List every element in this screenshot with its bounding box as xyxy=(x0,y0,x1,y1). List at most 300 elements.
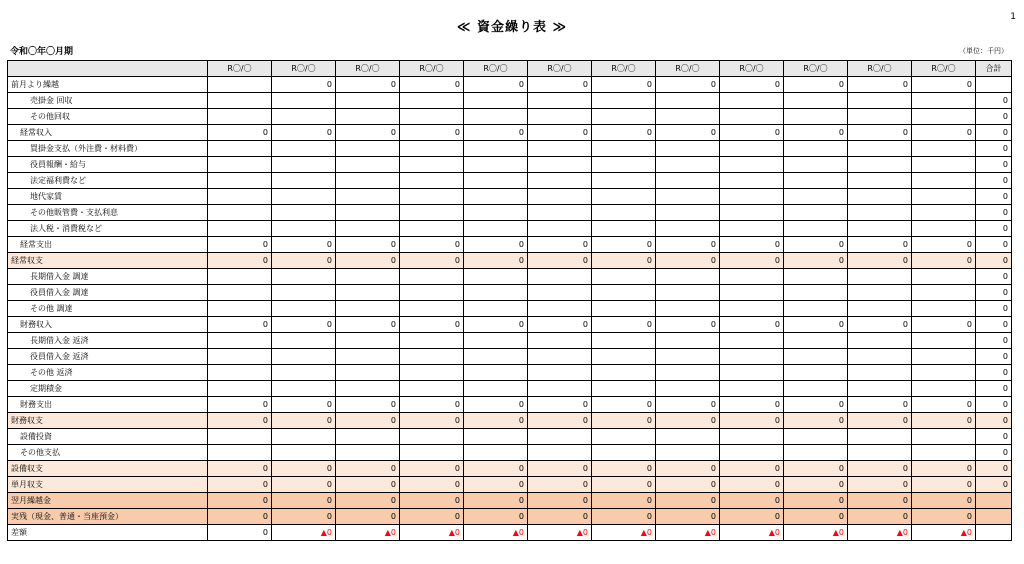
total-value-cell[interactable]: 0 xyxy=(976,173,1012,189)
month-value-cell[interactable] xyxy=(912,221,976,237)
month-value-cell[interactable]: 0 xyxy=(336,477,400,493)
month-value-cell[interactable] xyxy=(464,93,528,109)
month-value-cell[interactable] xyxy=(784,445,848,461)
month-value-cell[interactable]: 0 xyxy=(208,253,272,269)
month-value-cell[interactable] xyxy=(336,141,400,157)
month-value-cell[interactable]: 0 xyxy=(784,317,848,333)
month-value-cell[interactable] xyxy=(592,189,656,205)
total-value-cell[interactable]: 0 xyxy=(976,301,1012,317)
month-value-cell[interactable]: ▲0 xyxy=(720,525,784,541)
month-value-cell[interactable] xyxy=(208,205,272,221)
month-value-cell[interactable]: 0 xyxy=(656,253,720,269)
total-value-cell[interactable]: 0 xyxy=(976,317,1012,333)
month-value-cell[interactable] xyxy=(464,173,528,189)
total-value-cell[interactable]: 0 xyxy=(976,109,1012,125)
month-value-cell[interactable] xyxy=(400,285,464,301)
month-value-cell[interactable]: 0 xyxy=(720,125,784,141)
month-value-cell[interactable] xyxy=(656,221,720,237)
month-value-cell[interactable]: 0 xyxy=(656,125,720,141)
month-value-cell[interactable] xyxy=(336,285,400,301)
month-value-cell[interactable]: 0 xyxy=(400,509,464,525)
month-value-cell[interactable]: 0 xyxy=(528,237,592,253)
month-value-cell[interactable]: 0 xyxy=(912,397,976,413)
month-value-cell[interactable] xyxy=(592,365,656,381)
month-value-cell[interactable]: 0 xyxy=(720,477,784,493)
month-value-cell[interactable]: 0 xyxy=(208,477,272,493)
month-value-cell[interactable] xyxy=(208,189,272,205)
month-value-cell[interactable] xyxy=(848,173,912,189)
month-value-cell[interactable] xyxy=(720,141,784,157)
month-value-cell[interactable]: 0 xyxy=(848,253,912,269)
month-value-cell[interactable] xyxy=(656,429,720,445)
month-value-cell[interactable]: 0 xyxy=(784,461,848,477)
month-value-cell[interactable]: 0 xyxy=(656,397,720,413)
month-value-cell[interactable]: 0 xyxy=(720,317,784,333)
month-value-cell[interactable] xyxy=(528,333,592,349)
month-value-cell[interactable] xyxy=(528,221,592,237)
month-value-cell[interactable]: 0 xyxy=(720,413,784,429)
month-value-cell[interactable] xyxy=(848,285,912,301)
month-value-cell[interactable] xyxy=(912,333,976,349)
month-value-cell[interactable] xyxy=(400,189,464,205)
month-value-cell[interactable]: 0 xyxy=(592,77,656,93)
month-value-cell[interactable] xyxy=(720,349,784,365)
month-value-cell[interactable] xyxy=(272,381,336,397)
month-value-cell[interactable]: 0 xyxy=(272,253,336,269)
month-value-cell[interactable] xyxy=(208,381,272,397)
month-value-cell[interactable]: 0 xyxy=(720,237,784,253)
total-value-cell[interactable]: 0 xyxy=(976,397,1012,413)
month-value-cell[interactable] xyxy=(720,189,784,205)
month-value-cell[interactable] xyxy=(592,285,656,301)
month-value-cell[interactable]: 0 xyxy=(208,461,272,477)
month-value-cell[interactable] xyxy=(528,429,592,445)
month-value-cell[interactable] xyxy=(592,205,656,221)
month-value-cell[interactable] xyxy=(208,157,272,173)
month-value-cell[interactable] xyxy=(208,285,272,301)
month-value-cell[interactable] xyxy=(592,349,656,365)
month-value-cell[interactable] xyxy=(272,349,336,365)
month-value-cell[interactable] xyxy=(208,77,272,93)
total-value-cell[interactable] xyxy=(976,77,1012,93)
month-value-cell[interactable] xyxy=(656,173,720,189)
month-value-cell[interactable] xyxy=(400,141,464,157)
total-value-cell[interactable]: 0 xyxy=(976,445,1012,461)
month-value-cell[interactable] xyxy=(208,93,272,109)
month-value-cell[interactable]: 0 xyxy=(336,509,400,525)
month-value-cell[interactable]: 0 xyxy=(784,509,848,525)
month-value-cell[interactable]: 0 xyxy=(784,77,848,93)
month-value-cell[interactable] xyxy=(848,141,912,157)
month-value-cell[interactable] xyxy=(656,365,720,381)
month-value-cell[interactable]: 0 xyxy=(592,125,656,141)
month-value-cell[interactable] xyxy=(848,189,912,205)
total-value-cell[interactable]: 0 xyxy=(976,333,1012,349)
month-value-cell[interactable] xyxy=(272,189,336,205)
month-value-cell[interactable] xyxy=(528,173,592,189)
total-value-cell[interactable]: 0 xyxy=(976,269,1012,285)
month-value-cell[interactable] xyxy=(784,221,848,237)
month-value-cell[interactable]: 0 xyxy=(848,509,912,525)
month-value-cell[interactable] xyxy=(784,381,848,397)
total-value-cell[interactable] xyxy=(976,525,1012,541)
month-value-cell[interactable]: 0 xyxy=(784,413,848,429)
month-value-cell[interactable] xyxy=(848,349,912,365)
month-value-cell[interactable] xyxy=(848,301,912,317)
month-value-cell[interactable]: 0 xyxy=(912,493,976,509)
month-value-cell[interactable] xyxy=(272,173,336,189)
month-value-cell[interactable] xyxy=(656,157,720,173)
total-value-cell[interactable]: 0 xyxy=(976,413,1012,429)
month-value-cell[interactable]: 0 xyxy=(656,493,720,509)
month-value-cell[interactable] xyxy=(272,429,336,445)
month-value-cell[interactable] xyxy=(592,381,656,397)
month-value-cell[interactable] xyxy=(656,445,720,461)
total-value-cell[interactable]: 0 xyxy=(976,253,1012,269)
month-value-cell[interactable] xyxy=(336,349,400,365)
month-value-cell[interactable] xyxy=(720,269,784,285)
month-value-cell[interactable]: 0 xyxy=(400,493,464,509)
month-value-cell[interactable]: ▲0 xyxy=(528,525,592,541)
month-value-cell[interactable] xyxy=(720,301,784,317)
month-value-cell[interactable] xyxy=(848,93,912,109)
month-value-cell[interactable] xyxy=(208,141,272,157)
month-value-cell[interactable] xyxy=(208,269,272,285)
month-value-cell[interactable] xyxy=(912,349,976,365)
month-value-cell[interactable] xyxy=(784,109,848,125)
month-value-cell[interactable] xyxy=(464,429,528,445)
month-value-cell[interactable] xyxy=(208,173,272,189)
month-value-cell[interactable]: 0 xyxy=(784,397,848,413)
month-value-cell[interactable]: 0 xyxy=(336,461,400,477)
month-value-cell[interactable]: 0 xyxy=(272,237,336,253)
month-value-cell[interactable] xyxy=(848,221,912,237)
month-value-cell[interactable]: 0 xyxy=(400,397,464,413)
month-value-cell[interactable]: 0 xyxy=(912,461,976,477)
month-value-cell[interactable] xyxy=(336,109,400,125)
month-value-cell[interactable] xyxy=(400,93,464,109)
month-value-cell[interactable]: 0 xyxy=(464,509,528,525)
month-value-cell[interactable] xyxy=(272,301,336,317)
total-value-cell[interactable]: 0 xyxy=(976,285,1012,301)
month-value-cell[interactable]: 0 xyxy=(592,237,656,253)
month-value-cell[interactable] xyxy=(528,301,592,317)
month-value-cell[interactable] xyxy=(656,381,720,397)
month-value-cell[interactable]: 0 xyxy=(848,317,912,333)
month-value-cell[interactable] xyxy=(848,445,912,461)
month-value-cell[interactable] xyxy=(464,333,528,349)
month-value-cell[interactable]: 0 xyxy=(592,493,656,509)
month-value-cell[interactable] xyxy=(848,269,912,285)
month-value-cell[interactable]: 0 xyxy=(400,461,464,477)
month-value-cell[interactable]: 0 xyxy=(272,413,336,429)
month-value-cell[interactable]: ▲0 xyxy=(400,525,464,541)
month-value-cell[interactable]: 0 xyxy=(848,413,912,429)
month-value-cell[interactable] xyxy=(912,365,976,381)
month-value-cell[interactable] xyxy=(592,157,656,173)
month-value-cell[interactable] xyxy=(336,333,400,349)
month-value-cell[interactable]: 0 xyxy=(656,413,720,429)
total-value-cell[interactable]: 0 xyxy=(976,157,1012,173)
month-value-cell[interactable] xyxy=(400,429,464,445)
month-value-cell[interactable]: 0 xyxy=(656,461,720,477)
month-value-cell[interactable] xyxy=(464,349,528,365)
total-value-cell[interactable] xyxy=(976,493,1012,509)
month-value-cell[interactable]: 0 xyxy=(848,397,912,413)
month-value-cell[interactable]: 0 xyxy=(528,397,592,413)
month-value-cell[interactable] xyxy=(272,157,336,173)
month-value-cell[interactable] xyxy=(336,445,400,461)
month-value-cell[interactable] xyxy=(400,381,464,397)
month-value-cell[interactable]: ▲0 xyxy=(656,525,720,541)
month-value-cell[interactable]: 0 xyxy=(528,317,592,333)
month-value-cell[interactable]: 0 xyxy=(656,477,720,493)
month-value-cell[interactable] xyxy=(592,333,656,349)
month-value-cell[interactable] xyxy=(656,269,720,285)
month-value-cell[interactable] xyxy=(784,349,848,365)
month-value-cell[interactable]: 0 xyxy=(272,397,336,413)
month-value-cell[interactable] xyxy=(848,333,912,349)
month-value-cell[interactable]: 0 xyxy=(720,77,784,93)
month-value-cell[interactable] xyxy=(784,429,848,445)
month-value-cell[interactable] xyxy=(464,189,528,205)
month-value-cell[interactable] xyxy=(336,157,400,173)
month-value-cell[interactable] xyxy=(208,301,272,317)
month-value-cell[interactable] xyxy=(464,141,528,157)
month-value-cell[interactable]: 0 xyxy=(272,317,336,333)
month-value-cell[interactable]: 0 xyxy=(592,253,656,269)
month-value-cell[interactable]: 0 xyxy=(400,317,464,333)
month-value-cell[interactable] xyxy=(528,285,592,301)
month-value-cell[interactable] xyxy=(784,365,848,381)
month-value-cell[interactable]: 0 xyxy=(464,493,528,509)
month-value-cell[interactable]: 0 xyxy=(656,237,720,253)
month-value-cell[interactable] xyxy=(720,157,784,173)
month-value-cell[interactable] xyxy=(912,109,976,125)
month-value-cell[interactable] xyxy=(592,141,656,157)
month-value-cell[interactable] xyxy=(528,205,592,221)
month-value-cell[interactable] xyxy=(464,109,528,125)
month-value-cell[interactable] xyxy=(464,285,528,301)
month-value-cell[interactable] xyxy=(528,381,592,397)
month-value-cell[interactable]: 0 xyxy=(336,317,400,333)
month-value-cell[interactable]: 0 xyxy=(336,125,400,141)
month-value-cell[interactable]: 0 xyxy=(528,125,592,141)
month-value-cell[interactable] xyxy=(400,157,464,173)
month-value-cell[interactable] xyxy=(336,221,400,237)
month-value-cell[interactable] xyxy=(784,333,848,349)
month-value-cell[interactable]: 0 xyxy=(464,413,528,429)
total-value-cell[interactable]: 0 xyxy=(976,349,1012,365)
month-value-cell[interactable] xyxy=(336,173,400,189)
month-value-cell[interactable] xyxy=(784,205,848,221)
month-value-cell[interactable] xyxy=(400,365,464,381)
month-value-cell[interactable] xyxy=(656,109,720,125)
month-value-cell[interactable] xyxy=(912,285,976,301)
month-value-cell[interactable] xyxy=(592,173,656,189)
month-value-cell[interactable]: 0 xyxy=(528,77,592,93)
month-value-cell[interactable]: ▲0 xyxy=(592,525,656,541)
month-value-cell[interactable] xyxy=(848,109,912,125)
month-value-cell[interactable]: 0 xyxy=(336,77,400,93)
month-value-cell[interactable]: 0 xyxy=(720,493,784,509)
month-value-cell[interactable]: 0 xyxy=(912,317,976,333)
month-value-cell[interactable] xyxy=(656,301,720,317)
month-value-cell[interactable]: 0 xyxy=(208,125,272,141)
month-value-cell[interactable] xyxy=(272,141,336,157)
month-value-cell[interactable] xyxy=(912,445,976,461)
month-value-cell[interactable] xyxy=(656,205,720,221)
month-value-cell[interactable]: 0 xyxy=(848,461,912,477)
month-value-cell[interactable]: 0 xyxy=(656,317,720,333)
month-value-cell[interactable] xyxy=(784,301,848,317)
month-value-cell[interactable] xyxy=(720,93,784,109)
month-value-cell[interactable]: 0 xyxy=(528,413,592,429)
month-value-cell[interactable] xyxy=(592,269,656,285)
month-value-cell[interactable] xyxy=(848,205,912,221)
month-value-cell[interactable]: 0 xyxy=(592,461,656,477)
month-value-cell[interactable] xyxy=(272,109,336,125)
month-value-cell[interactable] xyxy=(592,301,656,317)
month-value-cell[interactable] xyxy=(912,381,976,397)
month-value-cell[interactable] xyxy=(272,445,336,461)
month-value-cell[interactable] xyxy=(912,269,976,285)
total-value-cell[interactable]: 0 xyxy=(976,221,1012,237)
month-value-cell[interactable] xyxy=(336,269,400,285)
month-value-cell[interactable] xyxy=(272,333,336,349)
month-value-cell[interactable]: 0 xyxy=(784,237,848,253)
month-value-cell[interactable]: 0 xyxy=(400,253,464,269)
month-value-cell[interactable] xyxy=(464,365,528,381)
month-value-cell[interactable] xyxy=(272,205,336,221)
month-value-cell[interactable]: 0 xyxy=(208,509,272,525)
month-value-cell[interactable]: 0 xyxy=(208,493,272,509)
month-value-cell[interactable] xyxy=(336,365,400,381)
month-value-cell[interactable]: 0 xyxy=(720,461,784,477)
month-value-cell[interactable] xyxy=(656,141,720,157)
month-value-cell[interactable] xyxy=(528,93,592,109)
month-value-cell[interactable] xyxy=(464,269,528,285)
month-value-cell[interactable]: 0 xyxy=(272,493,336,509)
month-value-cell[interactable] xyxy=(464,301,528,317)
month-value-cell[interactable]: 0 xyxy=(784,477,848,493)
month-value-cell[interactable]: 0 xyxy=(464,253,528,269)
month-value-cell[interactable]: 0 xyxy=(272,461,336,477)
month-value-cell[interactable]: 0 xyxy=(720,253,784,269)
month-value-cell[interactable]: 0 xyxy=(656,77,720,93)
month-value-cell[interactable] xyxy=(400,173,464,189)
month-value-cell[interactable]: ▲0 xyxy=(464,525,528,541)
month-value-cell[interactable]: 0 xyxy=(528,477,592,493)
month-value-cell[interactable]: 0 xyxy=(272,509,336,525)
month-value-cell[interactable] xyxy=(784,269,848,285)
month-value-cell[interactable] xyxy=(528,141,592,157)
total-value-cell[interactable]: 0 xyxy=(976,365,1012,381)
month-value-cell[interactable]: 0 xyxy=(912,509,976,525)
month-value-cell[interactable] xyxy=(784,173,848,189)
month-value-cell[interactable]: 0 xyxy=(592,477,656,493)
month-value-cell[interactable] xyxy=(720,429,784,445)
month-value-cell[interactable] xyxy=(400,333,464,349)
month-value-cell[interactable] xyxy=(528,157,592,173)
month-value-cell[interactable] xyxy=(720,445,784,461)
month-value-cell[interactable] xyxy=(720,333,784,349)
month-value-cell[interactable] xyxy=(208,221,272,237)
month-value-cell[interactable] xyxy=(464,221,528,237)
month-value-cell[interactable]: 0 xyxy=(720,397,784,413)
month-value-cell[interactable]: 0 xyxy=(912,77,976,93)
month-value-cell[interactable]: 0 xyxy=(784,125,848,141)
month-value-cell[interactable]: 0 xyxy=(272,125,336,141)
month-value-cell[interactable] xyxy=(336,381,400,397)
month-value-cell[interactable]: 0 xyxy=(592,317,656,333)
month-value-cell[interactable] xyxy=(912,157,976,173)
month-value-cell[interactable] xyxy=(912,141,976,157)
month-value-cell[interactable] xyxy=(528,109,592,125)
month-value-cell[interactable]: 0 xyxy=(464,397,528,413)
month-value-cell[interactable] xyxy=(528,269,592,285)
month-value-cell[interactable] xyxy=(400,109,464,125)
month-value-cell[interactable] xyxy=(528,445,592,461)
month-value-cell[interactable] xyxy=(528,189,592,205)
month-value-cell[interactable] xyxy=(912,93,976,109)
month-value-cell[interactable]: 0 xyxy=(784,493,848,509)
month-value-cell[interactable] xyxy=(720,173,784,189)
month-value-cell[interactable] xyxy=(336,189,400,205)
month-value-cell[interactable]: ▲0 xyxy=(336,525,400,541)
month-value-cell[interactable] xyxy=(656,93,720,109)
month-value-cell[interactable]: 0 xyxy=(592,509,656,525)
month-value-cell[interactable]: ▲0 xyxy=(912,525,976,541)
month-value-cell[interactable] xyxy=(400,269,464,285)
month-value-cell[interactable]: 0 xyxy=(400,413,464,429)
month-value-cell[interactable] xyxy=(720,285,784,301)
total-value-cell[interactable]: 0 xyxy=(976,205,1012,221)
month-value-cell[interactable] xyxy=(848,157,912,173)
month-value-cell[interactable]: 0 xyxy=(336,237,400,253)
total-value-cell[interactable]: 0 xyxy=(976,125,1012,141)
month-value-cell[interactable] xyxy=(784,93,848,109)
month-value-cell[interactable] xyxy=(400,221,464,237)
month-value-cell[interactable] xyxy=(784,141,848,157)
month-value-cell[interactable] xyxy=(720,205,784,221)
total-value-cell[interactable]: 0 xyxy=(976,141,1012,157)
month-value-cell[interactable]: 0 xyxy=(400,237,464,253)
month-value-cell[interactable] xyxy=(848,381,912,397)
month-value-cell[interactable] xyxy=(912,189,976,205)
total-value-cell[interactable]: 0 xyxy=(976,93,1012,109)
month-value-cell[interactable]: 0 xyxy=(528,461,592,477)
month-value-cell[interactable]: 0 xyxy=(912,253,976,269)
month-value-cell[interactable]: 0 xyxy=(464,237,528,253)
month-value-cell[interactable] xyxy=(912,301,976,317)
month-value-cell[interactable] xyxy=(656,349,720,365)
month-value-cell[interactable] xyxy=(656,189,720,205)
month-value-cell[interactable] xyxy=(720,381,784,397)
month-value-cell[interactable]: 0 xyxy=(336,413,400,429)
month-value-cell[interactable]: 0 xyxy=(400,477,464,493)
month-value-cell[interactable] xyxy=(400,349,464,365)
month-value-cell[interactable] xyxy=(400,445,464,461)
month-value-cell[interactable] xyxy=(400,301,464,317)
month-value-cell[interactable] xyxy=(528,349,592,365)
month-value-cell[interactable]: 0 xyxy=(592,413,656,429)
month-value-cell[interactable] xyxy=(464,445,528,461)
month-value-cell[interactable]: 0 xyxy=(208,525,272,541)
total-value-cell[interactable]: 0 xyxy=(976,381,1012,397)
month-value-cell[interactable] xyxy=(272,285,336,301)
month-value-cell[interactable] xyxy=(720,109,784,125)
